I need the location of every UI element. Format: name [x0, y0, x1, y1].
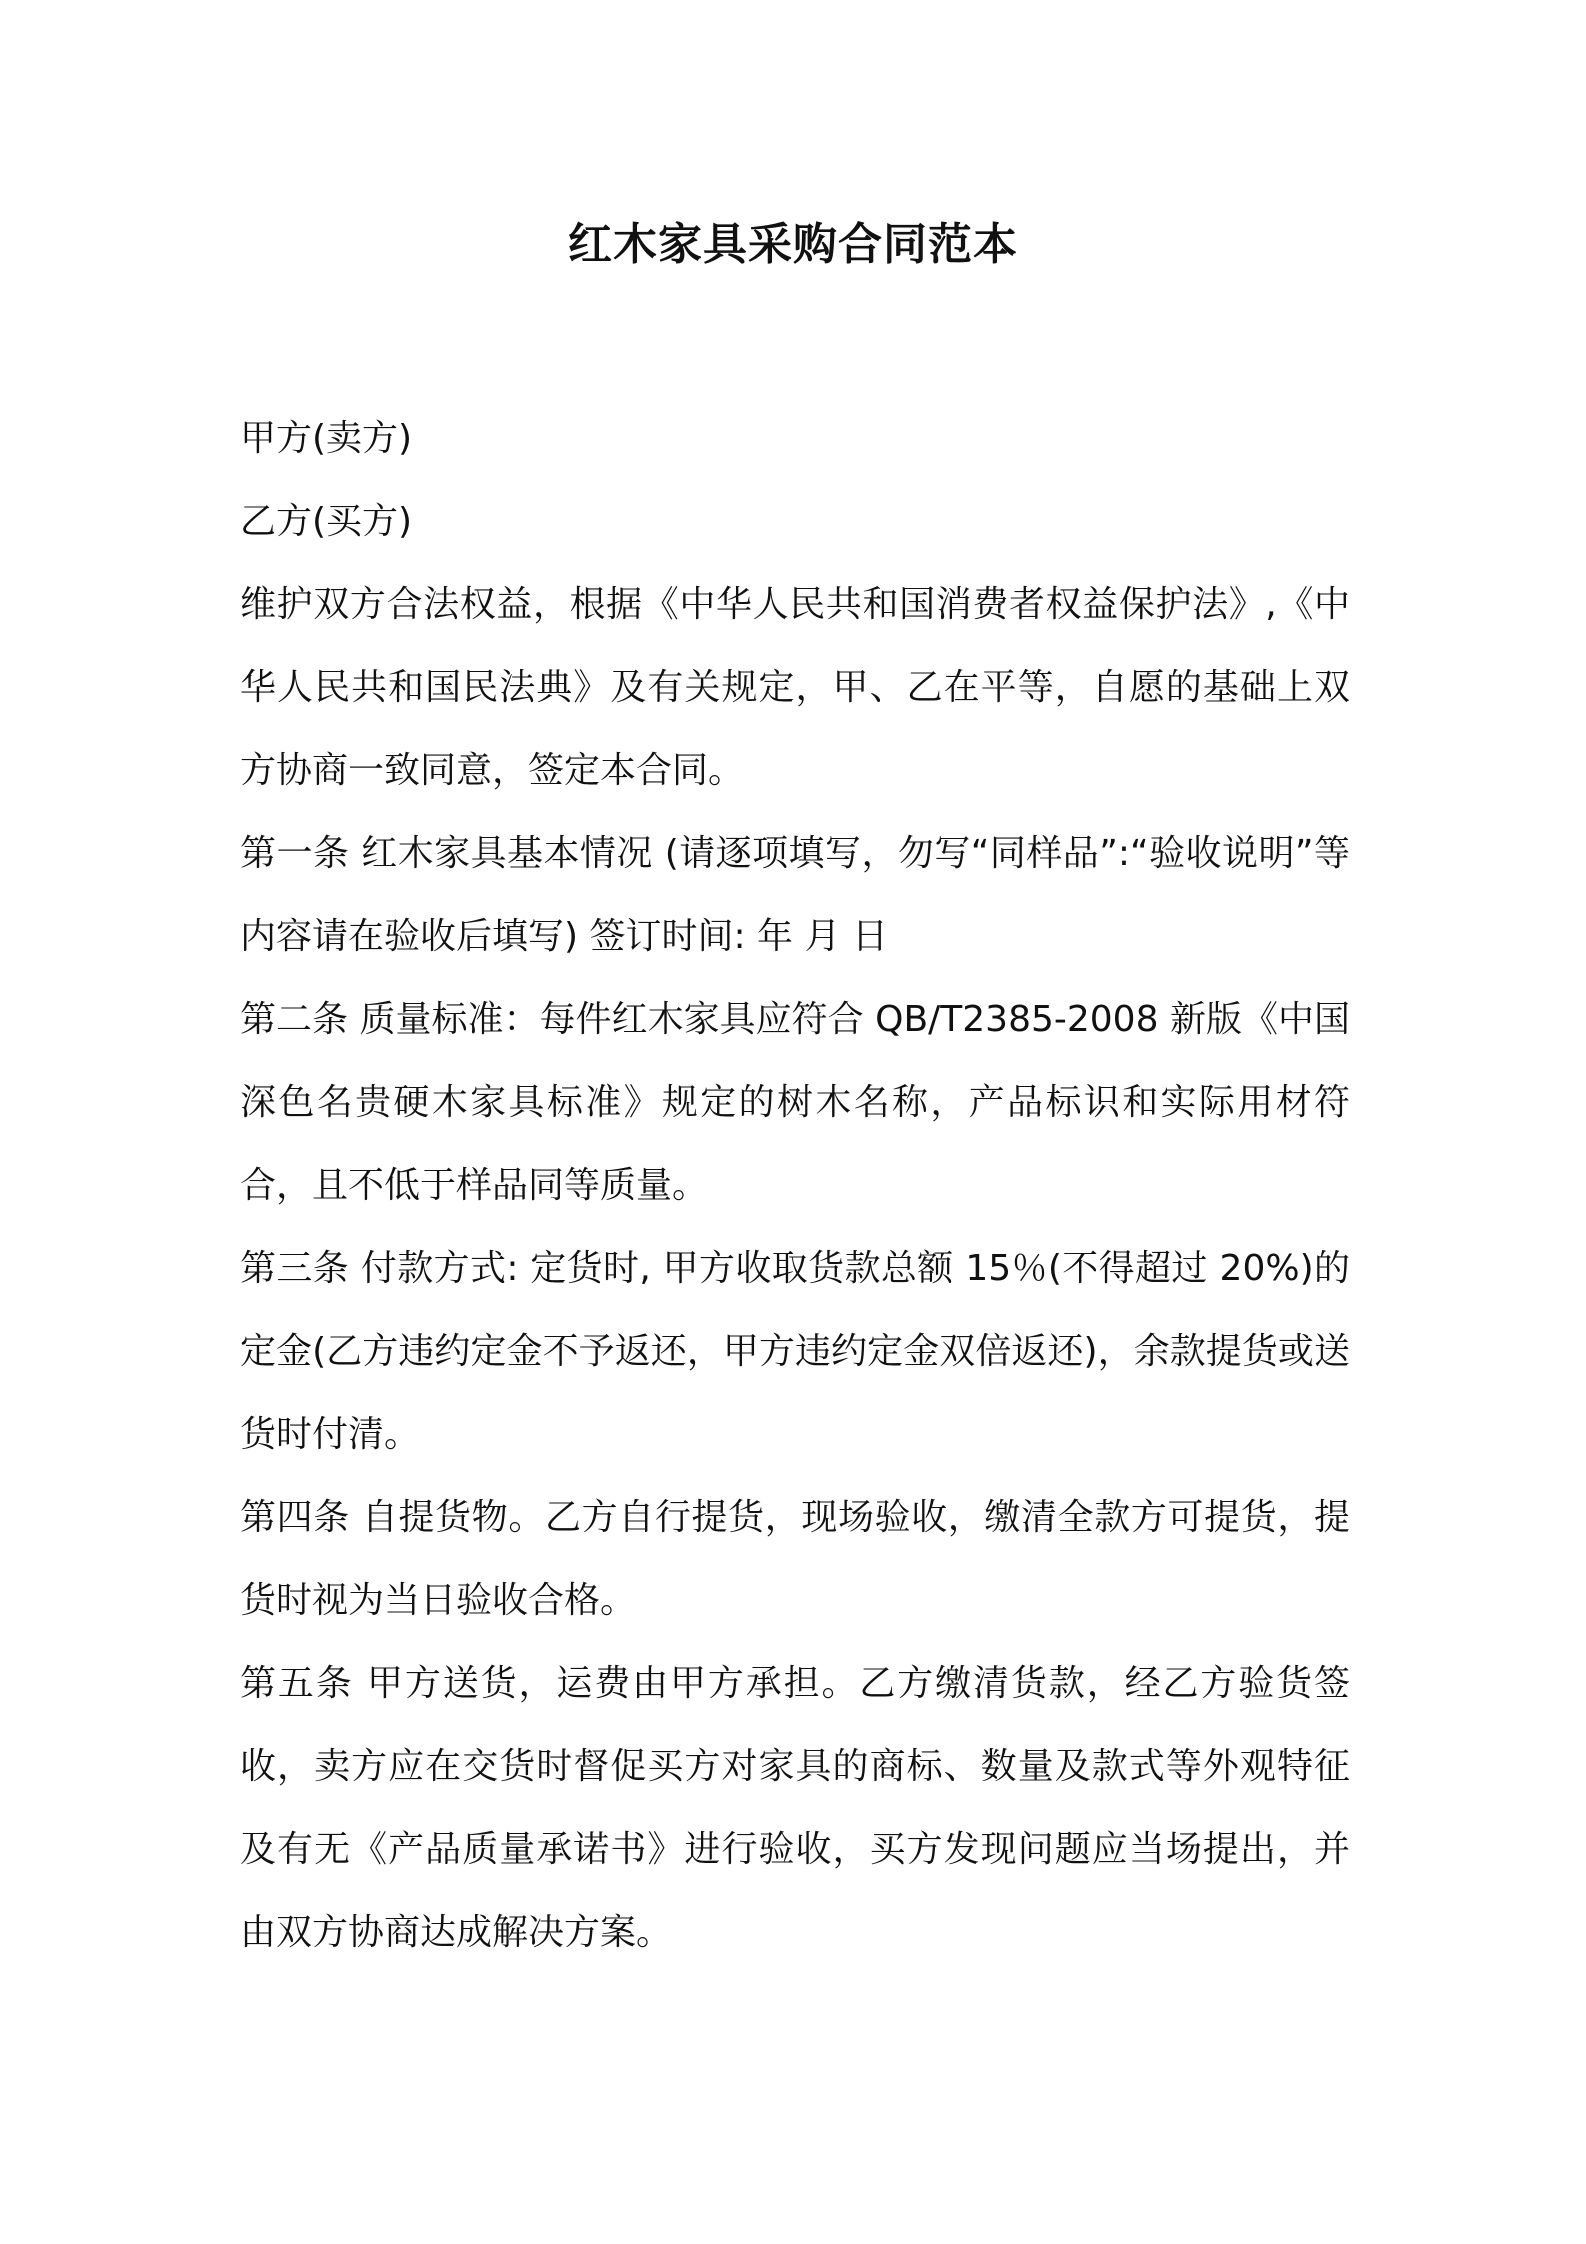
article-4-paragraph: 第四条 自提货物。乙方自行提货，现场验收，缴清全款方可提货，提货时视为当日验收合格。	[240, 1497, 1350, 1621]
preamble-paragraph: 维护双方合法权益，根据《中华人民共和国消费者权益保护法》,《中华人民共和国民法典》及有关规定，甲、乙在平等，自愿的基础上双方协商一致同意，签定本合同。	[240, 584, 1350, 791]
document-body	[240, 397, 1350, 1974]
party-b-line: 乙方(买方)	[240, 501, 413, 542]
party-a-line: 甲方(卖方)	[240, 418, 413, 459]
document-title: 红木家具采购合同范本	[568, 219, 1018, 270]
article-5-paragraph: 第五条 甲方送货，运费由甲方承担。乙方缴清货款，经乙方验货签收，卖方应在交货时督促买方对家具的商标、数量及款式等外观特征及有无《产品质量承诺书》进行验收，买方发现问题应当场提出，并由双方协商达成解决方案。	[240, 1663, 1350, 1953]
article-2-paragraph: 第二条 质量标准：每件红木家具应符合 QB/T2385-2008 新版《中国深色名贵硬木家具标准》规定的树木名称，产品标识和实际用材符合，且不低于样品同等质量。	[240, 999, 1350, 1206]
article-1-paragraph: 第一条 红木家具基本情况 (请逐项填写，勿写“同样品”:“验收说明”等内容请在验收后填写) 签订时间: 年 月 日	[240, 833, 1350, 957]
article-3-paragraph: 第三条 付款方式: 定货时, 甲方收取货款总额 15％(不得超过 20%)的定金(乙方违约定金不予返还，甲方违约定金双倍返还)，余款提货或送货时付清。	[240, 1248, 1350, 1455]
